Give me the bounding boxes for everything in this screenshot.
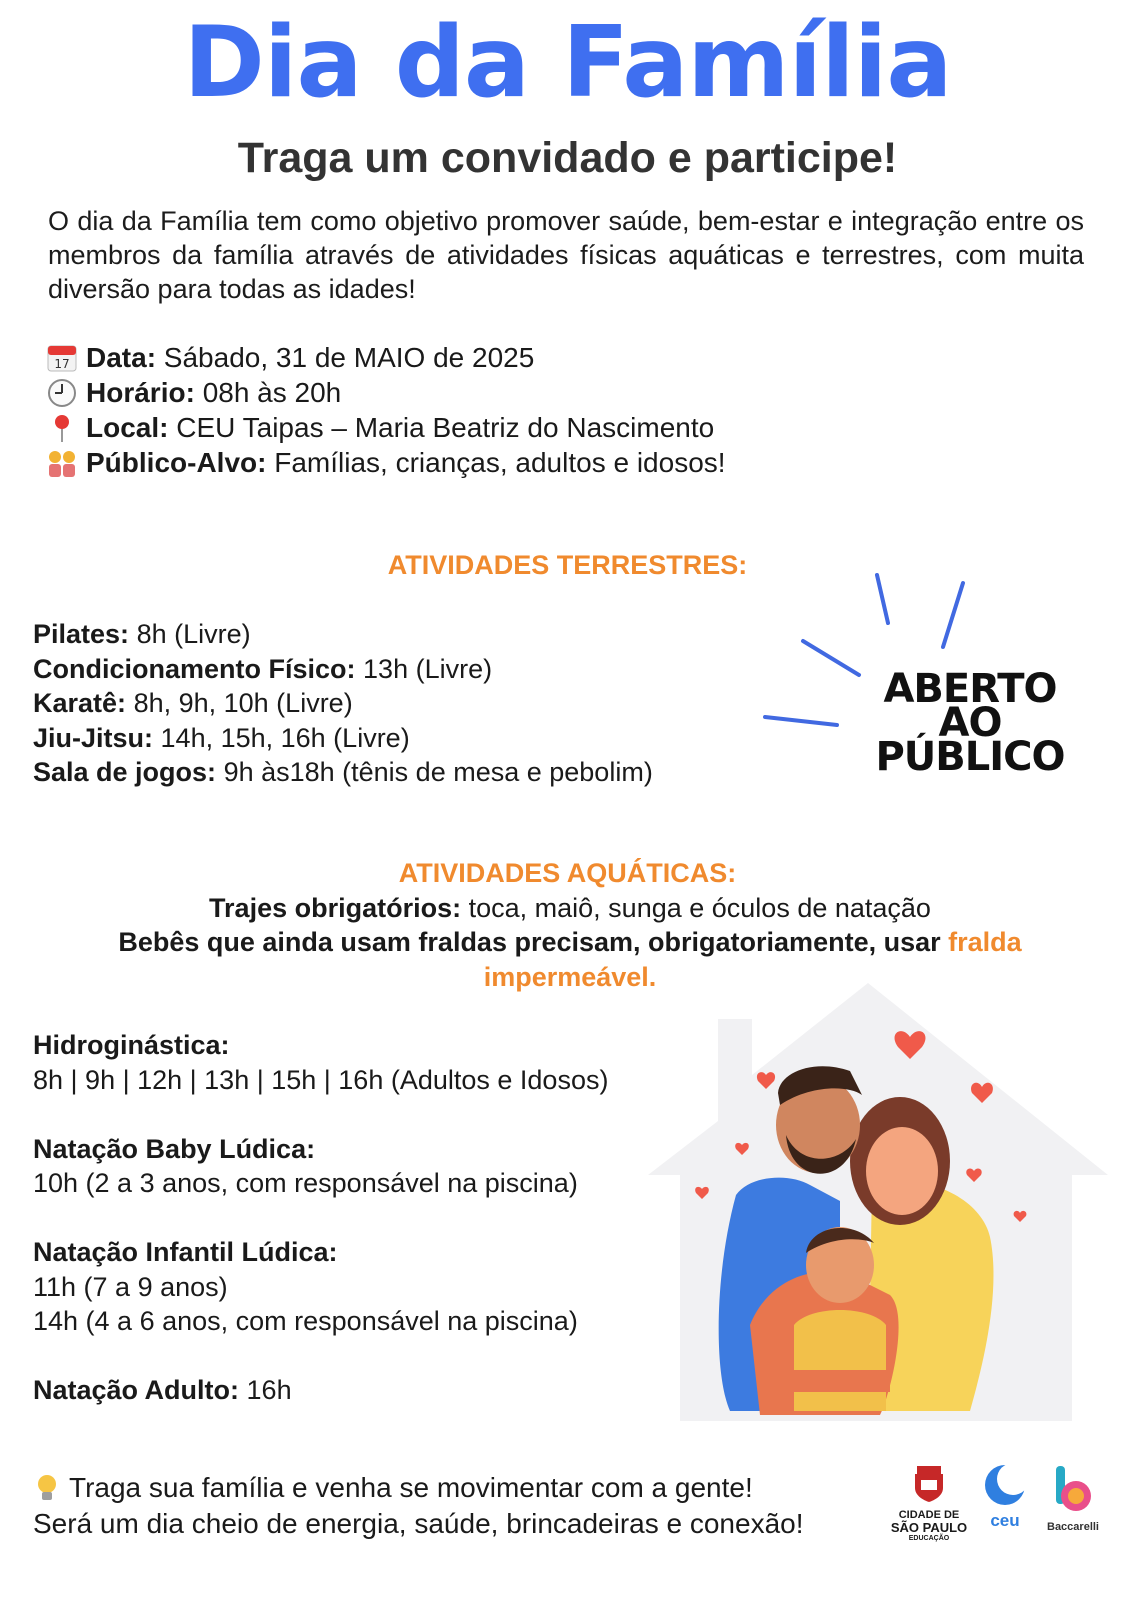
page-title: Dia da Família	[183, 6, 952, 120]
svg-text:17: 17	[54, 356, 70, 371]
aquaticas-title: ATIVIDADES AQUÁTICAS:	[398, 858, 737, 888]
sao-paulo-crest-icon	[888, 1462, 970, 1504]
info-value: 08h às 20h	[202, 377, 342, 408]
list-item: Jiu-Jitsu: 14h, 15h, 16h (Livre)	[33, 722, 410, 753]
event-info	[46, 340, 726, 480]
terrestres-title: ATIVIDADES TERRESTRES:	[387, 550, 748, 580]
info-date	[46, 340, 726, 375]
intro-paragraph: O dia da Família tem como objetivo promover saúde, bem-estar e integração entre os membros da família através de atividades físicas aquáticas e terrestres, com muita diversão para todas as idades!	[48, 206, 1084, 304]
list-item: Condicionamento Físico: 13h (Livre)	[33, 653, 493, 684]
sponsor-logos	[888, 1462, 1108, 1562]
list-item: Pilates: 8h (Livre)	[33, 619, 251, 649]
info-label: Horário:	[86, 377, 195, 408]
baccarelli-b-icon	[1050, 1464, 1096, 1516]
info-label: Data:	[86, 342, 157, 373]
open-to-public-stamp: ABERTO AO PÚBLICO	[875, 666, 1065, 780]
trajes-line: Trajes obrigatórios: toca, maiô, sunga e óculos de natação	[209, 893, 931, 923]
baccarelli-logo: Baccarelli	[1038, 1464, 1108, 1533]
bebes-note: Bebês que ainda usam fraldas precisam, obrigatoriamente, usar fralda impermeável.	[118, 927, 1022, 992]
lightbulb-icon	[33, 1473, 61, 1503]
ceu-moon-icon	[982, 1462, 1028, 1508]
aquaticas-list	[33, 1028, 608, 1408]
info-value: Famílias, crianças, adultos e idosos!	[274, 447, 726, 478]
ceu-logo: ceu	[982, 1462, 1028, 1529]
sao-paulo-logo: CIDADE DE SÃO PAULO EDUCAÇÃO	[888, 1462, 970, 1543]
footer-message: Traga sua família e venha se movimentar com a gente! Será um dia cheio de energia, saúde, brincadeiras e conexão!	[33, 1472, 804, 1539]
page-subtitle: Traga um convidado e participe!	[237, 134, 898, 182]
pin-icon	[46, 413, 78, 443]
info-location	[46, 410, 726, 445]
list-item: Natação Infantil Lúdica: 11h (7 a 9 anos) 14h (4 a 6 anos, com responsável na piscina)	[33, 1237, 578, 1336]
family-house-illustration	[640, 975, 1120, 1435]
list-item: Sala de jogos: 9h às18h (tênis de mesa e pebolim)	[33, 757, 653, 787]
info-label: Local:	[86, 412, 169, 443]
list-item: Hidroginástica: 8h | 9h | 12h | 13h | 15h | 16h (Adultos e Idosos)	[33, 1030, 609, 1095]
info-value: CEU Taipas – Maria Beatriz do Nascimento	[176, 412, 715, 443]
calendar-icon	[46, 343, 78, 373]
clock-icon	[46, 378, 78, 408]
family-icon	[46, 448, 78, 478]
info-audience	[46, 445, 726, 480]
list-item: Natação Adulto: 16h	[33, 1375, 292, 1405]
info-time	[46, 375, 726, 410]
list-item: Natação Baby Lúdica: 10h (2 a 3 anos, com responsável na piscina)	[33, 1133, 578, 1198]
terrestres-list	[33, 617, 653, 790]
info-value: Sábado, 31 de MAIO de 2025	[163, 342, 535, 373]
list-item: Karatê: 8h, 9h, 10h (Livre)	[33, 688, 353, 718]
info-label: Público-Alvo:	[86, 447, 267, 478]
